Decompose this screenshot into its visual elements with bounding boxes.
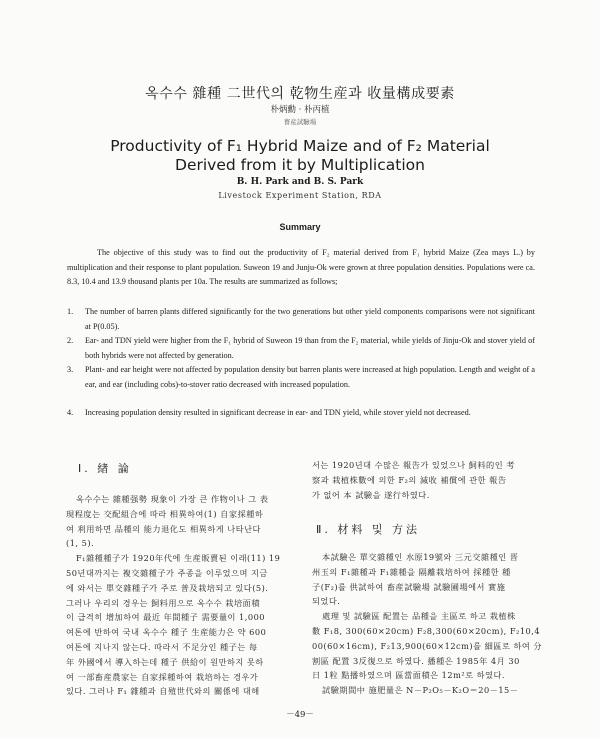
english-authors: B. H. Park and B. S. Park — [236, 177, 364, 187]
introduction-heading: Ⅰ. 緖 論 — [78, 462, 132, 475]
text-line: 本試驗은 單交雜種인 水原19號와 三元交雜種인 晋 — [322, 552, 519, 562]
page-number: －49－ — [286, 710, 314, 720]
text-line: 現程度는 交配組合에 따라 相異하여(1) 自家採種하 — [66, 508, 264, 519]
text-line: 되었다. — [312, 596, 341, 607]
text-line: 있다. 그러나 F₁ 雜種과 自殖世代와의 關係에 대해 — [66, 686, 260, 697]
text-line: 여 一部畜産農家는 自家採種하여 栽培하는 경우가 — [66, 671, 259, 682]
summary-item — [67, 334, 535, 364]
text-line: 옥수수는 雜種强勢 現象이 가장 큰 作物이나 그 表 — [76, 494, 269, 504]
text-line: 이 급격히 增加하여 最近 年間種子 需要量이 1,000 — [66, 612, 265, 623]
summary-item-text: The number of barren plants differed significantly for the two generations but other yield components comparisons were not significant at P(0.05). — [85, 307, 535, 331]
text-line: 가 없어 本 試驗을 遂行하였다. — [312, 489, 430, 500]
korean-affiliation: 畜産試驗場 — [283, 118, 317, 126]
methods-heading: Ⅱ. 材料 및 方法 — [316, 523, 421, 536]
text-line: 여톤에 반하여 국내 옥수수 種子 生産能力은 약 600 — [66, 627, 267, 638]
text-line: 서는 1920년대 수많은 報告가 있었으나 飼料的인 考 — [312, 460, 515, 470]
summary-item-text: Plant- and ear height were not affected by population density but barren plants were increased at high population. Length and weight of a ear, and ear (including cobs)-to-stover ratio decreased with increased population. — [85, 365, 535, 389]
methods-body — [312, 550, 544, 698]
summary-item — [67, 363, 535, 407]
summary-item-number: 3. — [67, 365, 74, 374]
english-title-line-1: Productivity of F₁ Hybrid Maize and of F₂ Material — [110, 137, 490, 155]
text-line: 割區 配置 3反復으로 하였다. 播種은 1985年 4月 30 — [312, 655, 520, 666]
summary-item-text: Ear- and TDN yield were higher from the F₁ hybrid of Suweon 19 than from the F₂ material, while yields of Jinju-Ok and stover yield of both hybrids were not affected by generation. — [85, 336, 535, 360]
text-line: 州玉의 F₁雜種과 F₁雜種을 隔離栽培하여 採種한 種 — [312, 566, 511, 577]
text-line: 00(60×16cm), F₂13,900(60×12cm)를 細區로 하여 分 — [312, 640, 543, 651]
summary-item-number: 2. — [67, 336, 74, 345]
text-line: 數 F₁8, 300(60×20cm) F₂8,300(60×20cm), F₂10,4 — [312, 625, 541, 636]
introduction-body — [66, 492, 298, 699]
text-line: 에 와서는 單交雜種子가 주로 普及栽培되고 있다(5). — [66, 582, 269, 593]
text-line: 日 1粒 點播하였으며 區當面積은 12m²로 하였다. — [312, 670, 505, 681]
text-line: (1, 5). — [66, 538, 95, 549]
intro-continued — [312, 458, 544, 502]
summary-item-text: Increasing population density resulted in significant decrease in ear- and TDN yield, while stover yield not decreased. — [85, 408, 471, 417]
text-line: F₁雜種種子가 1920年代에 生産販賣된 이래(11) 19 — [76, 553, 281, 564]
text-line: 여 利用하면 品種의 能力退化도 相異하게 나타난다 — [66, 523, 261, 534]
summary-intro: The objective of this study was to find out the productivity of F₂ material derived from F₁ hybrid Maize (Zea mays L.) by multiplication and their response to plant population. Suweon 19 and Junju-Ok were grown at three population densities. Populations were ca. 8.3, 10.4 and 13.9 thousand plants per 10a. The results are summarized as follows; — [67, 248, 535, 287]
text-line: 試驗期間中 施肥量은 N－P₂O₅－K₂O＝20－15－ — [322, 685, 519, 696]
text-line: 50년대까지는 複交雜種子가 주종을 이루었으며 지금 — [66, 567, 268, 578]
summary-item-number: 1. — [67, 307, 74, 316]
text-line: 處理 및 試驗區 配置는 品種을 主區로 하고 栽植株 — [322, 611, 516, 622]
summary-heading: Summary — [279, 222, 321, 232]
english-title-line-2: Derived from it by Multiplication — [175, 156, 425, 174]
text-line: 그러나 우리의 경우는 飼料用으로 옥수수 栽培面積 — [66, 597, 261, 608]
text-line: 察과 栽植株數에 의한 F₂의 減收 補償에 관한 報告 — [312, 474, 507, 485]
summary-item — [67, 406, 535, 436]
korean-authors: 朴炳勳 · 朴丙植 — [270, 105, 330, 115]
summary-item — [67, 305, 535, 335]
korean-title: 옥수수 雜種 二世代의 乾物生産과 收量構成要素 — [145, 86, 455, 102]
text-line: 年 外國에서 導入하는데 種子 供給이 원만하지 못하 — [66, 656, 264, 667]
text-line: 여톤에 지나지 않는다. 따라서 不足分인 種子는 每 — [66, 641, 258, 652]
text-line: 子(F₂)를 供試하여 畜産試驗場 試驗圃場에서 實施 — [312, 581, 506, 592]
summary-item-number: 4. — [67, 408, 74, 417]
english-affiliation: Livestock Experiment Station, RDA — [218, 191, 382, 200]
